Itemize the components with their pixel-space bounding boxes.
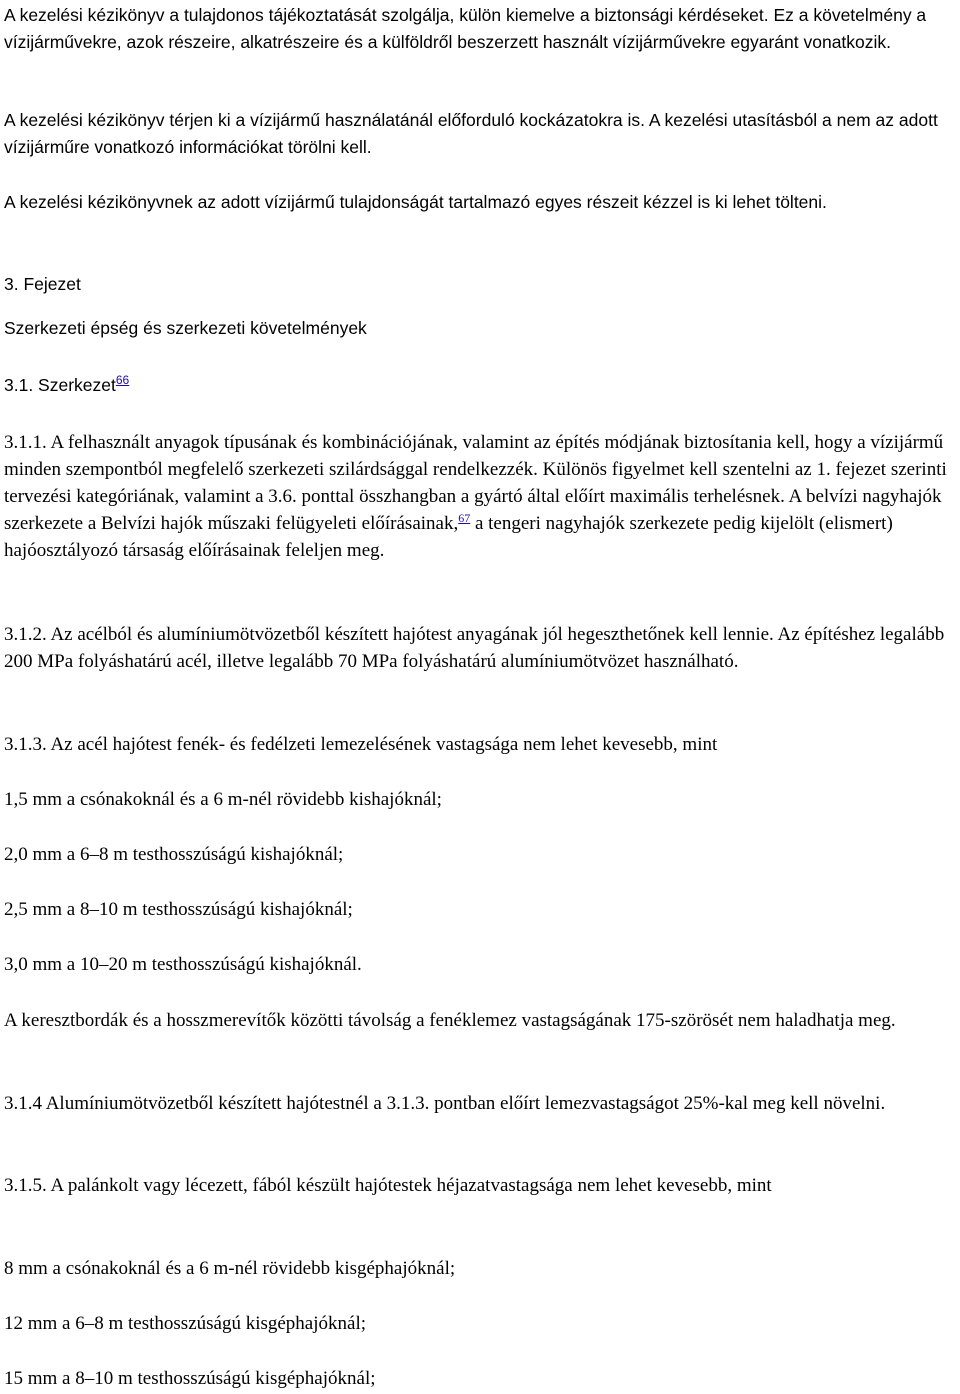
list-item-wood-1: 8 mm a csónakoknál és a 6 m-nél rövidebb kisgéphajóknál; xyxy=(4,1258,456,1279)
paragraph-3-1-1-text-b: a tengeri nagyhajók szerkezete pedig kijelölt (elismert) hajóosztályozó társaság előírásainak feleljen meg. xyxy=(4,513,893,561)
chapter-heading: 3. Fejezet xyxy=(4,274,81,294)
paragraph-frames: A keresztbordák és a hosszmerevítők közötti távolság a fenéklemez vastagságának 175-szörösét nem haladhatja meg. xyxy=(4,1010,896,1031)
paragraph-3-1-1 xyxy=(4,429,956,564)
paragraph-3-1-2: 3.1.2. Az acélból és alumíniumötvözetből készített hajótest anyagának jól hegeszthetőnek kell lennie. Az építéshez legalább 200 MPa folyáshatárú acél, illetve legalább 70 MPa folyáshatárú alumíniumötvözet használható. xyxy=(4,624,945,672)
paragraph-3-1-3: 3.1.3. Az acél hajótest fenék- és fedélzeti lemezelésének vastagsága nem lehet kevesebb, mint xyxy=(4,734,718,755)
list-item-wood-3: 15 mm a 8–10 m testhosszúságú kisgéphajóknál; xyxy=(4,1368,376,1389)
paragraph-3-1-5: 3.1.5. A palánkolt vagy lécezett, fából készült hajótestek héjazatvastagsága nem lehet kevesebb, mint xyxy=(4,1175,772,1196)
paragraph-3-1-4: 3.1.4 Alumíniumötvözetből készített hajótestnél a 3.1.3. pontban előírt lemezvastagságot 25%-kal meg kell növelni. xyxy=(4,1093,886,1114)
list-item-steel-3: 2,5 mm a 8–10 m testhosszúságú kishajóknál; xyxy=(4,899,353,920)
section-label: 3.1. Szerkezet xyxy=(4,375,116,395)
list-item-steel-4: 3,0 mm a 10–20 m testhosszúságú kishajóknál. xyxy=(4,954,362,975)
list-item-wood-2: 12 mm a 6–8 m testhosszúságú kisgéphajóknál; xyxy=(4,1313,367,1334)
list-item-steel-2: 2,0 mm a 6–8 m testhosszúságú kishajóknál; xyxy=(4,844,344,865)
paragraph-manual-purpose: A kezelési kézikönyv a tulajdonos tájékoztatását szolgálja, külön kiemelve a biztonsági kérdéseket. Ez a követelmény a vízijárművekre, azok részeire, alkatrészeire és a külföldről beszerzett használt vízijárművekre egyaránt vonatkozik. xyxy=(4,5,927,52)
footnote-link-66[interactable]: 66 xyxy=(115,373,130,388)
chapter-title: Szerkezeti épség és szerkezeti követelmények xyxy=(4,318,367,338)
paragraph-3-1-1-text-a: 3.1.1. A felhasznált anyagok típusának és kombinációjának, valamint az építés módjának biztosítania kell, hogy a vízijármű minden szempontból megfelelő szerkezeti szilárdsággal rendelkezzék. Különös figyelmet kell szentelni az 1. fejezet szerinti tervezési kategóriának, valamint a 3.6. ponttal összhangban a gyártó által előírt maximális terhelésnek. A belvízi nagyhajók szerkezete a Belvízi hajók műszaki felügyeleti előírásainak, xyxy=(4,432,947,534)
paragraph-manual-handfill: A kezelési kézikönyvnek az adott vízijármű tulajdonságát tartalmazó egyes részeit kézzel is ki lehet tölteni. xyxy=(4,192,827,212)
footnote-link-67[interactable]: 67 xyxy=(458,510,471,525)
list-item-steel-1: 1,5 mm a csónakoknál és a 6 m-nél rövidebb kishajóknál; xyxy=(4,789,442,810)
section-heading xyxy=(4,372,956,399)
paragraph-manual-risks: A kezelési kézikönyv térjen ki a vízijármű használatánál előforduló kockázatokra is. A kezelési utasításból a nem az adott vízijárműre vonatkozó információkat törölni kell. xyxy=(4,110,938,157)
